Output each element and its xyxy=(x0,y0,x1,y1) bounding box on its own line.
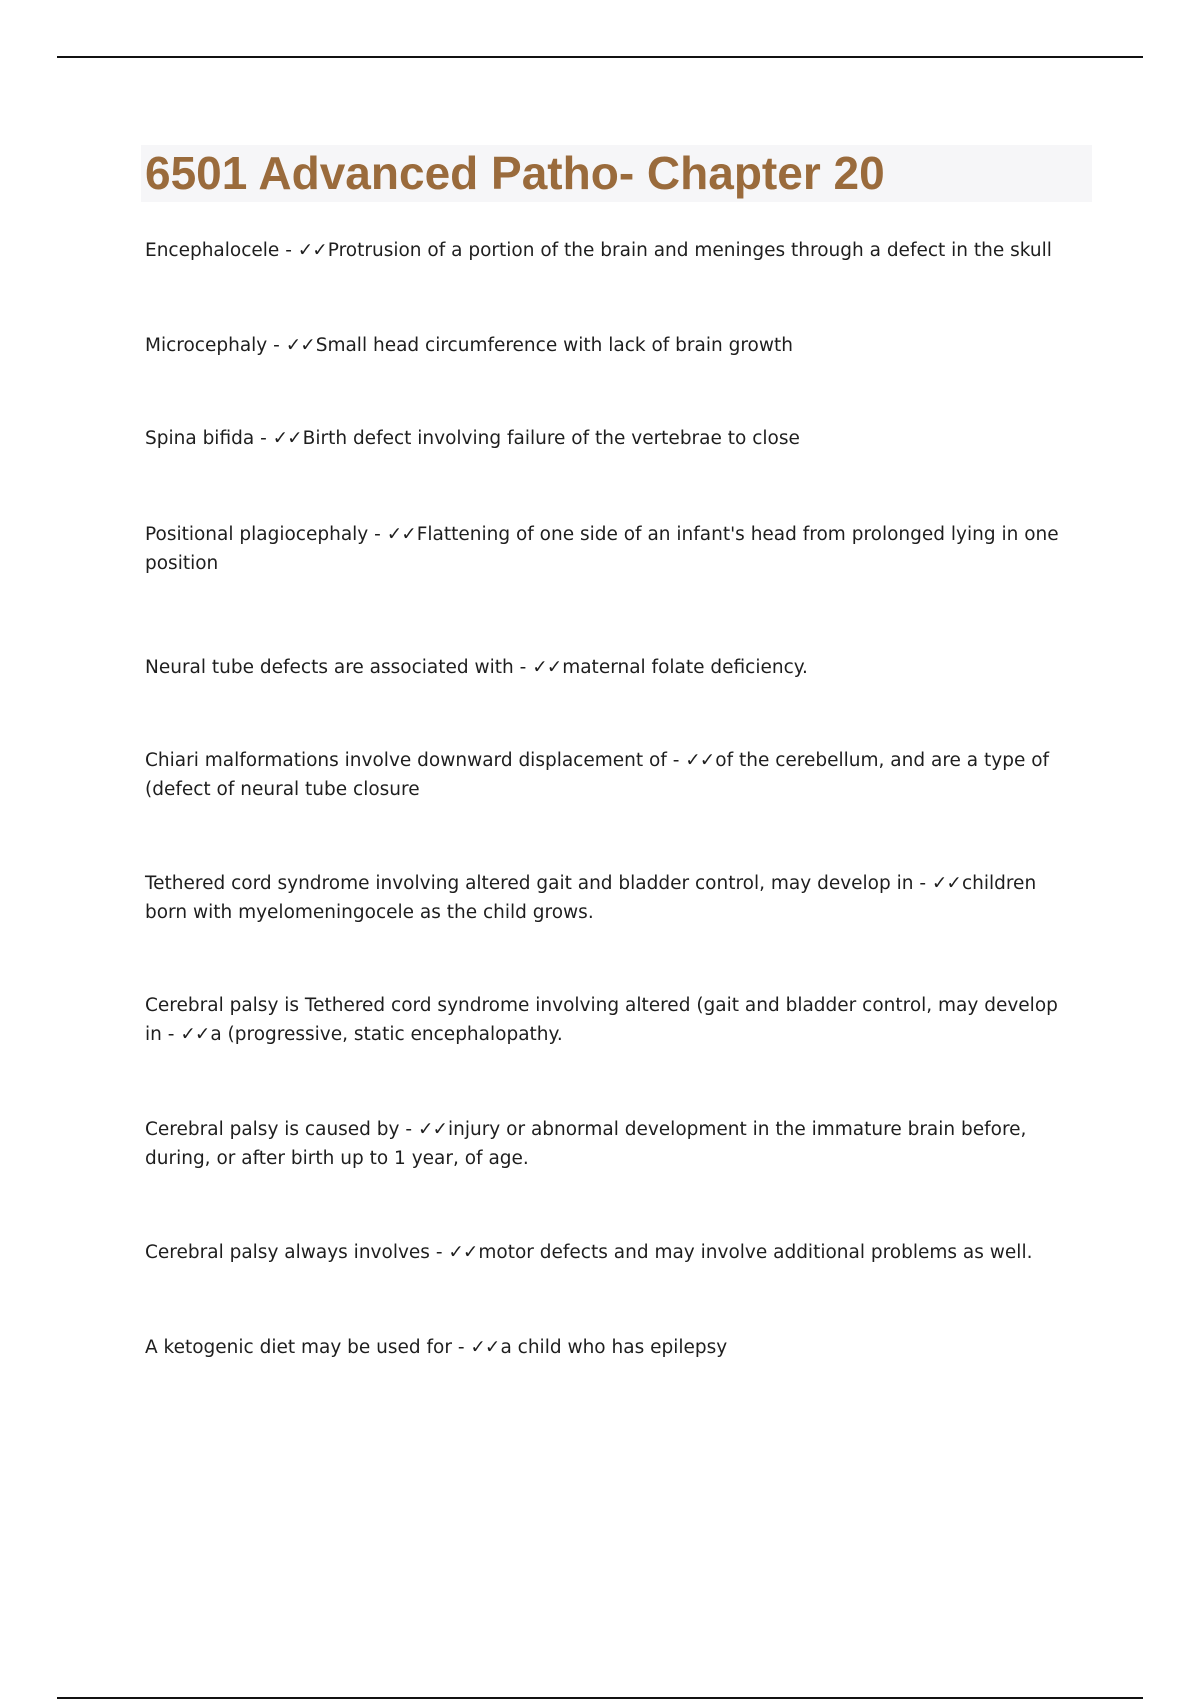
flashcard-term: Cerebral palsy is caused by xyxy=(145,1119,400,1140)
term-separator: - xyxy=(399,1119,418,1140)
flashcard-term: Spina bifida xyxy=(145,428,255,449)
flashcard-term: A ketogenic diet may be used for xyxy=(145,1337,452,1358)
flashcard xyxy=(145,991,1075,1049)
flashcard-definition: motor defects and may involve additional problems as well. xyxy=(478,1242,1033,1263)
page-title: 6501 Advanced Patho- Chapter 20 xyxy=(145,147,885,199)
term-separator: - xyxy=(513,657,533,678)
flashcard-term: Cerebral palsy always involves xyxy=(145,1242,430,1263)
flashcard xyxy=(145,1115,1075,1173)
flashcard-definition: a (progressive, static encephalopathy. xyxy=(210,1024,563,1045)
flashcard xyxy=(145,869,1075,927)
term-separator: - xyxy=(368,524,387,545)
flashcard-definition: maternal folate deficiency. xyxy=(562,657,808,678)
flashcard-term: Positional plagiocephaly xyxy=(145,524,369,545)
term-separator: - xyxy=(254,428,273,449)
flashcard-definition: Birth defect involving failure of the vertebrae to close xyxy=(302,428,800,449)
flashcard-definition: Flattening of one side of an infant's head from prolonged lying in one position xyxy=(145,524,1059,574)
flashcard xyxy=(145,746,1075,804)
double-check-icon: ✓✓ xyxy=(931,873,961,894)
term-separator: - xyxy=(161,1024,181,1045)
double-check-icon: ✓✓ xyxy=(685,750,715,771)
term-separator: - xyxy=(451,1337,471,1358)
flashcard xyxy=(145,236,1075,265)
flashcard-definition: Protrusion of a portion of the brain and meninges through a defect in the skull xyxy=(327,240,1052,261)
flashcard xyxy=(145,1238,1075,1267)
flashcard-term: Cerebral palsy is Tethered cord syndrome involving altered (gait and bladder control, may develop in xyxy=(145,995,1058,1045)
term-separator: - xyxy=(267,335,286,356)
double-check-icon: ✓✓ xyxy=(532,657,562,678)
flashcard-term: Neural tube defects are associated with xyxy=(145,657,514,678)
double-check-icon: ✓✓ xyxy=(417,1119,447,1140)
term-separator: - xyxy=(666,750,686,771)
flashcard-definition: a child who has epilepsy xyxy=(500,1337,728,1358)
double-check-icon: ✓✓ xyxy=(470,1337,500,1358)
double-check-icon: ✓✓ xyxy=(297,240,327,261)
flashcard-definition: of the cerebellum, and are a type of (defect of neural tube closure xyxy=(145,750,1050,800)
term-separator: - xyxy=(279,240,298,261)
double-check-icon: ✓✓ xyxy=(272,428,302,449)
flashcard-term: Tethered cord syndrome involving altered gait and bladder control, may develop in xyxy=(145,873,914,894)
bottom-rule xyxy=(57,1697,1143,1699)
double-check-icon: ✓✓ xyxy=(448,1242,478,1263)
term-separator: - xyxy=(913,873,932,894)
flashcard-definition: Small head circumference with lack of brain growth xyxy=(315,335,793,356)
flashcard-term: Microcephaly xyxy=(145,335,268,356)
flashcard xyxy=(145,331,1075,360)
flashcard-definition: children born with myelomeningocele as the child grows. xyxy=(145,873,1037,923)
double-check-icon: ✓✓ xyxy=(285,335,315,356)
flashcard-term: Chiari malformations involve downward displacement of xyxy=(145,750,667,771)
flashcard-term: Encephalocele xyxy=(145,240,280,261)
flashcard xyxy=(145,653,1075,682)
term-separator: - xyxy=(429,1242,449,1263)
double-check-icon: ✓✓ xyxy=(386,524,416,545)
flashcard xyxy=(145,1333,1075,1362)
double-check-icon: ✓✓ xyxy=(180,1024,210,1045)
flashcard-definition: injury or abnormal development in the immature brain before, during, or after birth up to 1 year, of age. xyxy=(145,1119,1027,1169)
flashcard xyxy=(145,424,1075,453)
flashcard xyxy=(145,520,1075,578)
